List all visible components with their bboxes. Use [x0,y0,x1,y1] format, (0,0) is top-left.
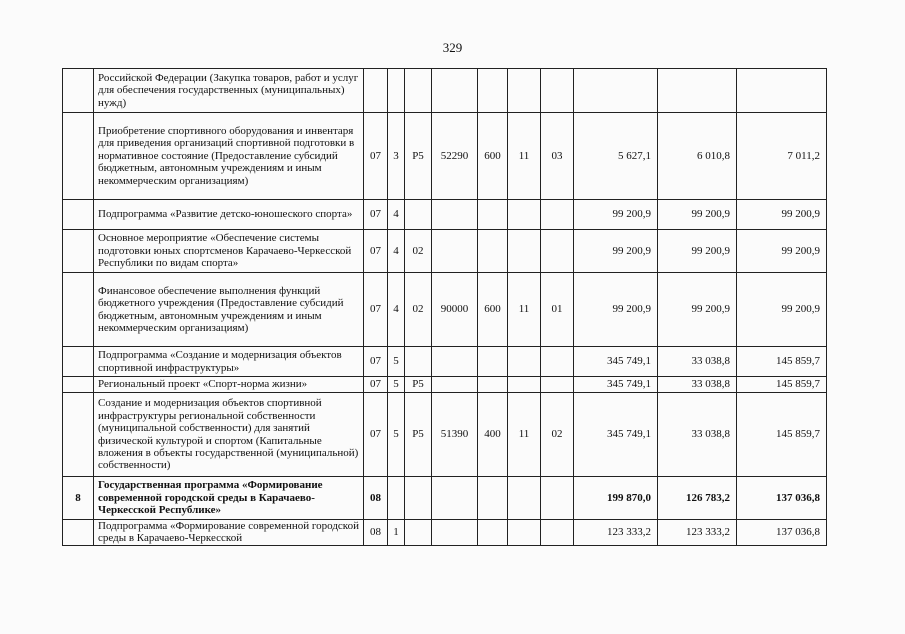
code-podrazdel [541,347,574,377]
code-expense-type: 600 [478,113,508,200]
code-razdel [508,230,541,273]
value-year-1: 99 200,9 [574,273,658,347]
code-direction [432,69,478,113]
code-subprogram: 4 [388,273,405,347]
value-year-1: 99 200,9 [574,230,658,273]
row-number [63,69,94,113]
code-event [405,520,432,546]
table-row [63,393,827,477]
value-year-2 [658,69,737,113]
row-number [63,113,94,200]
code-section [364,69,388,113]
row-number [63,347,94,377]
value-year-3: 145 859,7 [737,393,827,477]
code-expense-type [478,230,508,273]
value-year-3: 137 036,8 [737,477,827,520]
value-year-2: 99 200,9 [658,200,737,230]
code-direction [432,477,478,520]
code-event: 02 [405,273,432,347]
table-row [63,520,827,546]
value-year-1: 123 333,2 [574,520,658,546]
value-year-3: 99 200,9 [737,273,827,347]
code-section: 07 [364,113,388,200]
code-subprogram: 4 [388,230,405,273]
table-row [63,200,827,230]
code-event [405,347,432,377]
code-razdel [508,377,541,393]
code-subprogram [388,477,405,520]
code-podrazdel: 03 [541,113,574,200]
code-section: 07 [364,377,388,393]
value-year-1: 345 749,1 [574,393,658,477]
code-section: 07 [364,347,388,377]
row-name: Подпрограмма «Формирование современной городской среды в Карачаево-Черкесской [94,520,364,546]
value-year-2: 6 010,8 [658,113,737,200]
code-event [405,200,432,230]
code-event [405,69,432,113]
code-razdel [508,69,541,113]
code-event: Р5 [405,113,432,200]
value-year-1: 5 627,1 [574,113,658,200]
code-expense-type: 600 [478,273,508,347]
code-section: 07 [364,393,388,477]
budget-table [62,68,827,546]
code-expense-type [478,200,508,230]
table-row [63,377,827,393]
row-name: Создание и модернизация объектов спортивной инфраструктуры региональной собственности (муниципальной собственности) для занятий физической культурой и спортом (Капитальные вложения в объекты государственной (муниципальной) собственности) [94,393,364,477]
code-expense-type [478,347,508,377]
table-row [63,273,827,347]
code-razdel [508,200,541,230]
code-podrazdel [541,477,574,520]
row-number [63,393,94,477]
row-name: Государственная программа «Формирование современной городской среды в Карачаево-Черкесской Республике» [94,477,364,520]
value-year-1: 345 749,1 [574,347,658,377]
code-direction: 90000 [432,273,478,347]
code-event: 02 [405,230,432,273]
table-row [63,347,827,377]
code-podrazdel [541,377,574,393]
code-event: Р5 [405,393,432,477]
row-name: Подпрограмма «Создание и модернизация объектов спортивной инфраструктуры» [94,347,364,377]
code-expense-type [478,69,508,113]
row-name: Российской Федерации (Закупка товаров, работ и услуг для обеспечения государственных (муниципальных) нужд) [94,69,364,113]
value-year-3: 145 859,7 [737,347,827,377]
code-podrazdel: 01 [541,273,574,347]
code-section: 08 [364,477,388,520]
value-year-3 [737,69,827,113]
value-year-1 [574,69,658,113]
code-direction [432,520,478,546]
row-name: Приобретение спортивного оборудования и инвентаря для приведения организаций спортивной подготовки в нормативное состояние (Предоставление субсидий бюджетным, автономным учреждениям и иным некоммерческим организациям) [94,113,364,200]
row-number: 8 [63,477,94,520]
code-razdel: 11 [508,273,541,347]
value-year-2: 99 200,9 [658,273,737,347]
row-name: Региональный проект «Спорт-норма жизни» [94,377,364,393]
value-year-3: 99 200,9 [737,230,827,273]
code-event: Р5 [405,377,432,393]
code-razdel [508,347,541,377]
value-year-1: 199 870,0 [574,477,658,520]
table-row [63,230,827,273]
row-name: Основное мероприятие «Обеспечение системы подготовки юных спортсменов Карачаево-Черкесской Республики по видам спорта» [94,230,364,273]
code-event [405,477,432,520]
value-year-2: 99 200,9 [658,230,737,273]
row-name: Подпрограмма «Развитие детско-юношеского спорта» [94,200,364,230]
value-year-2: 33 038,8 [658,347,737,377]
code-expense-type [478,520,508,546]
row-number [63,200,94,230]
code-razdel [508,477,541,520]
table-row [63,69,827,113]
page-number: 329 [442,40,463,55]
value-year-2: 126 783,2 [658,477,737,520]
code-subprogram: 5 [388,393,405,477]
code-direction [432,347,478,377]
code-podrazdel [541,200,574,230]
code-section: 07 [364,230,388,273]
value-year-3: 7 011,2 [737,113,827,200]
row-number [63,273,94,347]
value-year-3: 137 036,8 [737,520,827,546]
code-subprogram: 4 [388,200,405,230]
table-row [63,477,827,520]
code-expense-type: 400 [478,393,508,477]
code-podrazdel [541,520,574,546]
code-direction [432,377,478,393]
value-year-2: 123 333,2 [658,520,737,546]
code-direction [432,230,478,273]
code-subprogram: 5 [388,377,405,393]
code-razdel: 11 [508,113,541,200]
code-direction [432,200,478,230]
table-row [63,113,827,200]
row-name: Финансовое обеспечение выполнения функций бюджетного учреждения (Предоставление субсидий бюджетным, автономным учреждениям и иным некоммерческим организациям) [94,273,364,347]
code-direction: 51390 [432,393,478,477]
code-subprogram: 5 [388,347,405,377]
value-year-2: 33 038,8 [658,393,737,477]
row-number [63,377,94,393]
code-podrazdel [541,69,574,113]
value-year-2: 33 038,8 [658,377,737,393]
code-expense-type [478,477,508,520]
row-number [63,230,94,273]
code-subprogram: 1 [388,520,405,546]
code-subprogram: 3 [388,113,405,200]
value-year-1: 345 749,1 [574,377,658,393]
code-subprogram [388,69,405,113]
code-podrazdel: 02 [541,393,574,477]
code-podrazdel [541,230,574,273]
code-razdel [508,520,541,546]
value-year-3: 99 200,9 [737,200,827,230]
code-section: 07 [364,200,388,230]
code-section: 08 [364,520,388,546]
code-expense-type [478,377,508,393]
code-direction: 52290 [432,113,478,200]
row-number [63,520,94,546]
value-year-3: 145 859,7 [737,377,827,393]
code-razdel: 11 [508,393,541,477]
code-section: 07 [364,273,388,347]
value-year-1: 99 200,9 [574,200,658,230]
